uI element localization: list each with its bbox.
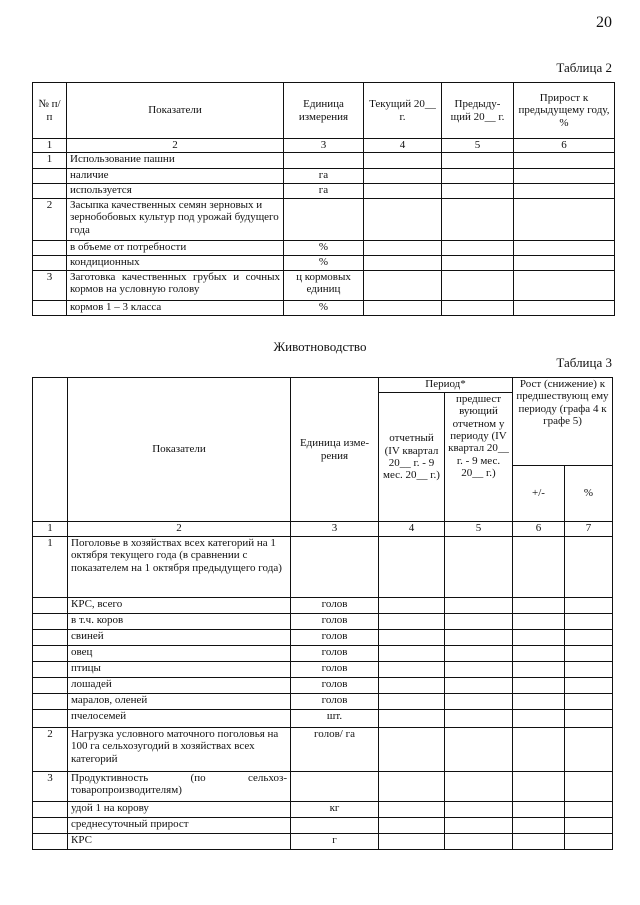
t3-header-period: Период* [379,378,513,393]
cell-reporting [379,772,445,802]
row-label: Засыпка качественных семян зерновых и зернобобовых культур под урожай будущего года [67,199,284,241]
t2-header-previous: Предыду-щий 20__ г. [442,83,514,139]
cell-previous [445,630,513,646]
row-number [33,646,68,662]
row-label: среднесуточный прирост [68,818,291,834]
row-unit: % [284,256,364,271]
row-number: 3 [33,772,68,802]
table-row [33,271,615,301]
t3-col-number: 1 [33,522,68,537]
cell-previous [445,614,513,630]
cell-previous [442,256,514,271]
t2-header-indicators: Показатели [67,83,284,139]
t2-col-number: 1 [33,139,67,153]
cell-percent [565,802,613,818]
row-label: овец [68,646,291,662]
table-2-caption: Таблица 2 [556,60,612,75]
row-label: маралов, оленей [68,694,291,710]
cell-previous [442,271,514,301]
table-row [33,802,613,818]
table-row [33,256,615,271]
table-row [33,614,613,630]
cell-plusminus [513,598,565,614]
cell-previous [445,802,513,818]
cell-reporting [379,537,445,598]
table-row [33,834,613,850]
cell-reporting [379,614,445,630]
row-number: 2 [33,728,68,772]
cell-percent [565,772,613,802]
row-unit: % [284,241,364,256]
cell-percent [565,728,613,772]
cell-percent [565,678,613,694]
cell-plusminus [513,614,565,630]
t3-col-number: 5 [445,522,513,537]
row-label: удой 1 на корову [68,802,291,818]
cell-previous [442,153,514,169]
row-number [33,662,68,678]
row-unit: голов [291,694,379,710]
row-label: Заготовка качественных грубых и сочных кормов на условную голову [67,271,284,301]
t2-col-number: 4 [364,139,442,153]
cell-previous [445,646,513,662]
cell-growth [514,301,615,316]
cell-reporting [379,598,445,614]
row-number [33,598,68,614]
row-unit [284,199,364,241]
cell-plusminus [513,694,565,710]
t3-header-reporting: отчетный (IV квартал 20__ г. - 9 мес. 20__ г.) [379,393,445,522]
cell-current [364,301,442,316]
cell-previous [445,678,513,694]
row-label: Использование пашни [67,153,284,169]
cell-plusminus [513,818,565,834]
row-unit: кг [291,802,379,818]
cell-current [364,169,442,184]
t2-header-current: Текущий 20__ г. [364,83,442,139]
row-unit [291,772,379,802]
row-number [33,256,67,271]
row-label: пчелосемей [68,710,291,728]
row-label: в т.ч. коров [68,614,291,630]
row-label: птицы [68,662,291,678]
cell-previous [445,772,513,802]
cell-reporting [379,710,445,728]
cell-growth [514,199,615,241]
row-number: 2 [33,199,67,241]
cell-percent [565,614,613,630]
t2-col-number: 5 [442,139,514,153]
cell-current [364,199,442,241]
cell-current [364,153,442,169]
cell-plusminus [513,710,565,728]
row-number [33,184,67,199]
cell-growth [514,169,615,184]
row-unit: шт. [291,710,379,728]
table-row [33,694,613,710]
row-unit: голов [291,662,379,678]
row-unit: га [284,184,364,199]
table-row [33,184,615,199]
table-row [33,537,613,598]
t3-header-indicators: Показатели [68,378,291,522]
cell-reporting [379,678,445,694]
cell-current [364,241,442,256]
t3-col-number: 7 [565,522,613,537]
cell-growth [514,241,615,256]
cell-previous [445,662,513,678]
cell-reporting [379,694,445,710]
row-label: в объеме от потребности [67,241,284,256]
table-2 [32,82,615,316]
cell-percent [565,630,613,646]
cell-plusminus [513,678,565,694]
table-3-caption: Таблица 3 [556,355,612,370]
cell-reporting [379,662,445,678]
cell-percent [565,710,613,728]
row-unit: ц кормовых единиц [284,271,364,301]
row-number: 3 [33,271,67,301]
cell-plusminus [513,728,565,772]
row-label: свиней [68,630,291,646]
t3-header-previous: предшест вующий отчетном у периоду (IV квартал 20__ г. - 9 мес. 20__ г.) [445,393,513,522]
cell-plusminus [513,802,565,818]
row-unit: г [291,834,379,850]
cell-plusminus [513,662,565,678]
row-label: кормов 1 – 3 класса [67,301,284,316]
row-unit: га [284,169,364,184]
cell-reporting [379,818,445,834]
row-number [33,678,68,694]
cell-previous [442,199,514,241]
row-number [33,301,67,316]
table-row [33,199,615,241]
row-unit: голов [291,614,379,630]
row-unit: % [284,301,364,316]
cell-previous [445,537,513,598]
cell-percent [565,598,613,614]
table-row [33,818,613,834]
cell-plusminus [513,537,565,598]
t3-header-percent: % [565,466,613,522]
cell-reporting [379,630,445,646]
t3-col-number: 3 [291,522,379,537]
cell-growth [514,256,615,271]
row-label: КРС, всего [68,598,291,614]
table-row [33,662,613,678]
row-label: Поголовье в хозяйствах всех категорий на 1 октября текущего года (в сравнении с показателем на 1 октября предыдущего года) [68,537,291,598]
cell-current [364,184,442,199]
row-number [33,694,68,710]
t3-col-number: 6 [513,522,565,537]
cell-previous [445,710,513,728]
t2-header-unit: Единица измерения [284,83,364,139]
row-label: Продуктивность (по сельхоз-товаропроизводителям) [68,772,291,802]
t3-header-plusminus: +/- [513,466,565,522]
table-row [33,646,613,662]
table-row [33,153,615,169]
cell-percent [565,646,613,662]
cell-previous [445,818,513,834]
table-row [33,301,615,316]
cell-percent [565,834,613,850]
row-number [33,802,68,818]
row-unit: голов/ га [291,728,379,772]
t3-col-number: 4 [379,522,445,537]
cell-previous [445,834,513,850]
row-number [33,630,68,646]
cell-growth [514,153,615,169]
cell-reporting [379,834,445,850]
row-unit: голов [291,646,379,662]
t2-header-growth: Прирост к предыдущему году, % [514,83,615,139]
cell-reporting [379,728,445,772]
cell-current [364,256,442,271]
t2-col-number: 6 [514,139,615,153]
table-row [33,169,615,184]
row-number: 1 [33,153,67,169]
cell-previous [442,184,514,199]
t2-col-number: 3 [284,139,364,153]
cell-percent [565,662,613,678]
row-label: лошадей [68,678,291,694]
row-number [33,834,68,850]
cell-plusminus [513,772,565,802]
cell-plusminus [513,630,565,646]
t3-header-unit: Единица изме-рения [291,378,379,522]
row-label: Нагрузка условного маточного поголовья на 100 га сельхозугодий в хозяйствах всех категорий [68,728,291,772]
row-unit [291,537,379,598]
cell-previous [445,694,513,710]
table-row [33,241,615,256]
cell-previous [442,241,514,256]
cell-reporting [379,646,445,662]
cell-percent [565,818,613,834]
table-row [33,710,613,728]
cell-reporting [379,802,445,818]
row-number [33,710,68,728]
cell-percent [565,537,613,598]
row-label: используется [67,184,284,199]
cell-plusminus [513,834,565,850]
row-number [33,169,67,184]
row-unit [291,818,379,834]
row-number [33,614,68,630]
row-label: КРС [68,834,291,850]
table-row [33,678,613,694]
cell-growth [514,184,615,199]
table-row [33,630,613,646]
t2-col-number: 2 [67,139,284,153]
section-title: Животноводство [273,339,367,354]
t3-col-number: 2 [68,522,291,537]
cell-previous [445,728,513,772]
table-row [33,728,613,772]
table-row [33,598,613,614]
table-3 [32,377,613,850]
cell-plusminus [513,646,565,662]
cell-percent [565,694,613,710]
cell-previous [442,169,514,184]
row-number: 1 [33,537,68,598]
row-unit: голов [291,630,379,646]
row-unit: голов [291,598,379,614]
cell-growth [514,271,615,301]
row-unit: голов [291,678,379,694]
table-row [33,772,613,802]
cell-previous [445,598,513,614]
page-number: 20 [596,14,612,31]
row-label: кондиционных [67,256,284,271]
cell-previous [442,301,514,316]
t3-header-growth: Рост (снижение) к предшествующ ему периоду (графа 4 к графе 5) [513,378,613,466]
row-unit [284,153,364,169]
t3-header-number [33,378,68,522]
cell-current [364,271,442,301]
row-number [33,241,67,256]
t2-header-number: № п/п [33,83,67,139]
row-number [33,818,68,834]
row-label: наличие [67,169,284,184]
